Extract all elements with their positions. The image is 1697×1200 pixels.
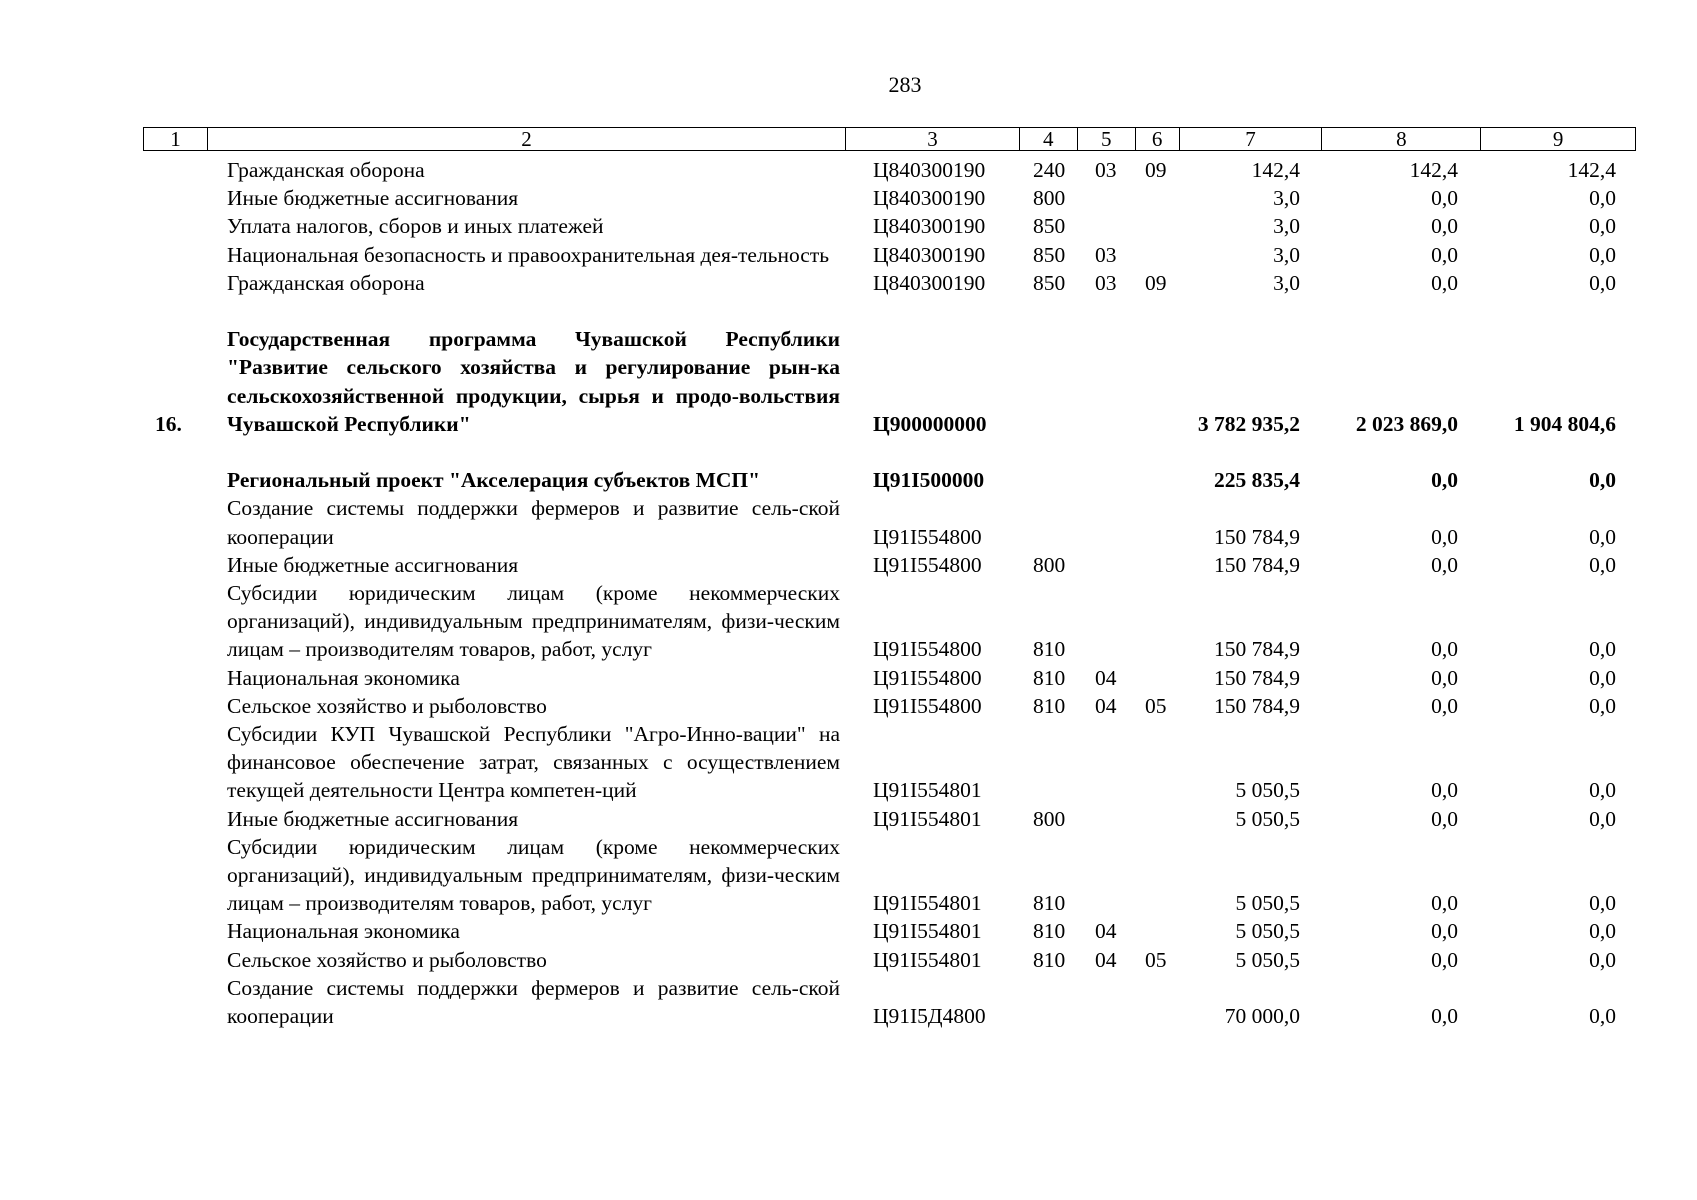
amount-col-9: 142,4 [1567, 158, 1616, 182]
table-row [143, 805, 1636, 833]
amount-col-8: 0,0 [1431, 186, 1458, 211]
section: 04 [1095, 693, 1117, 718]
row-name: Сельское хозяйство и рыболовство [227, 947, 547, 972]
amount-col-8: 142,4 [1409, 158, 1458, 182]
target-article-code: Ц91I554800 [873, 665, 982, 690]
table-row [143, 946, 1636, 974]
expense-type: 850 [1033, 242, 1066, 267]
target-article-code: Ц91I554800 [873, 552, 982, 577]
amount-col-7: 3,0 [1273, 186, 1300, 211]
section: 03 [1095, 270, 1117, 295]
section: 04 [1095, 919, 1117, 944]
row-name: Гражданская оборона [227, 158, 425, 182]
target-article-code: Ц840300190 [873, 242, 986, 267]
row-name: Субсидии КУП Чувашской Республики "Агро-Инно-вации" на финансовое обеспечение затрат, связанных с осуществлением текущей деятельности Центра компетен-ций [227, 722, 840, 803]
table-row [143, 269, 1636, 297]
target-article-code: Ц91I500000 [873, 468, 985, 493]
amount-col-8: 0,0 [1431, 270, 1458, 295]
amount-col-7: 5 050,5 [1235, 806, 1300, 831]
page-number: 283 [888, 72, 922, 97]
amount-col-7: 3 782 935,2 [1197, 411, 1300, 436]
amount-col-8: 0,0 [1431, 242, 1458, 267]
row-name: Субсидии юридическим лицам (кроме некоммерческих организаций), индивидуальным предпринимателям, физи-ческим лицам – производителям товаров, работ, услуг [227, 581, 840, 662]
table-row [143, 579, 1636, 664]
amount-col-7: 150 784,9 [1214, 665, 1300, 690]
amount-col-7: 150 784,9 [1214, 552, 1300, 577]
expense-type: 810 [1033, 919, 1066, 944]
row-name: Уплата налогов, сборов и иных платежей [227, 214, 604, 239]
table-row [143, 156, 1636, 184]
section: 03 [1095, 242, 1117, 267]
table-row [143, 917, 1636, 945]
row-name: Гражданская оборона [227, 270, 425, 295]
subsection: 05 [1145, 693, 1167, 718]
amount-col-7: 3,0 [1273, 214, 1300, 239]
header-col-5: 5 [1078, 128, 1136, 150]
header-col-4: 4 [1020, 128, 1078, 150]
header-col-7: 7 [1180, 128, 1323, 150]
amount-col-7: 5 050,5 [1235, 778, 1300, 803]
amount-col-7: 5 050,5 [1235, 947, 1300, 972]
amount-col-7: 5 050,5 [1235, 891, 1300, 916]
table-header [143, 127, 1636, 151]
row-name: Создание системы поддержки фермеров и развитие сель-ской кооперации [227, 975, 840, 1029]
header-col-3: 3 [846, 128, 1020, 150]
amount-col-8: 0,0 [1431, 1004, 1458, 1029]
amount-col-7: 150 784,9 [1214, 637, 1300, 662]
amount-col-8: 0,0 [1431, 637, 1458, 662]
table-row [143, 212, 1636, 240]
amount-col-8: 0,0 [1431, 524, 1458, 549]
amount-col-9: 0,0 [1589, 552, 1616, 577]
expense-type: 850 [1033, 270, 1066, 295]
target-article-code: Ц91I554800 [873, 637, 982, 662]
amount-col-9: 0,0 [1589, 947, 1616, 972]
target-article-code: Ц91I554801 [873, 778, 982, 803]
row-spacer [143, 438, 1636, 466]
table-body [143, 156, 1636, 1030]
target-article-code: Ц840300190 [873, 214, 986, 239]
header-col-8: 8 [1322, 128, 1481, 150]
row-name: Государственная программа Чувашской Республики "Развитие сельского хозяйства и регулирование рын-ка сельскохозяйственной продукции, сырья и продо-вольствия Чувашской Республики" [227, 327, 840, 436]
amount-col-9: 0,0 [1589, 919, 1616, 944]
amount-col-9: 0,0 [1589, 1004, 1616, 1029]
table-row [143, 720, 1636, 805]
target-article-code: Ц91I554801 [873, 919, 982, 944]
amount-col-7: 150 784,9 [1214, 693, 1300, 718]
table-row [143, 974, 1636, 1030]
target-article-code: Ц91I554800 [873, 693, 982, 718]
expense-type: 800 [1033, 552, 1066, 577]
header-col-2: 2 [208, 128, 846, 150]
section: 04 [1095, 665, 1117, 690]
target-article-code: Ц840300190 [873, 158, 986, 182]
amount-col-8: 0,0 [1431, 214, 1458, 239]
amount-col-8: 0,0 [1431, 552, 1458, 577]
table-row [143, 494, 1636, 550]
section: 04 [1095, 947, 1117, 972]
header-col-9: 9 [1552, 127, 1564, 151]
amount-col-8: 0,0 [1431, 947, 1458, 972]
target-article-code: Ц91I554800 [873, 524, 982, 549]
row-name: Национальная безопасность и правоохранительная дея-тельность [227, 242, 830, 267]
table-row [143, 692, 1636, 720]
amount-col-8: 0,0 [1431, 693, 1458, 718]
table-row [143, 184, 1636, 212]
expense-type: 810 [1033, 947, 1066, 972]
expense-type: 850 [1033, 214, 1066, 239]
target-article-code: Ц91I5Д4800 [873, 1004, 986, 1029]
table-row [143, 833, 1636, 918]
expense-type: 810 [1033, 693, 1066, 718]
section: 03 [1095, 158, 1117, 182]
target-article-code: Ц840300190 [873, 270, 986, 295]
row-name: Создание системы поддержки фермеров и развитие сель-ской кооперации [227, 496, 840, 549]
amount-col-9: 0,0 [1589, 637, 1616, 662]
expense-type: 810 [1033, 637, 1066, 662]
target-article-code: Ц91I554801 [873, 806, 982, 831]
subsection: 09 [1145, 270, 1167, 295]
table-row [143, 551, 1636, 579]
amount-col-7: 225 835,4 [1214, 468, 1300, 493]
expense-type: 800 [1033, 186, 1066, 211]
row-name: Национальная экономика [227, 665, 460, 690]
amount-col-7: 5 050,5 [1235, 919, 1300, 944]
table-row [143, 466, 1636, 494]
amount-col-9: 1 904 804,6 [1513, 411, 1616, 436]
amount-col-9: 0,0 [1589, 665, 1616, 690]
row-number: 16. [155, 411, 182, 436]
row-name: Иные бюджетные ассигнования [227, 552, 519, 577]
amount-col-9: 0,0 [1589, 806, 1616, 831]
header-col-1: 1 [144, 128, 208, 150]
row-name: Сельское хозяйство и рыболовство [227, 693, 547, 718]
subsection: 05 [1145, 947, 1167, 972]
amount-col-9: 0,0 [1589, 891, 1616, 916]
target-article-code: Ц91I554801 [873, 891, 982, 916]
table-row [143, 664, 1636, 692]
amount-col-7: 142,4 [1251, 158, 1300, 182]
row-name: Иные бюджетные ассигнования [227, 806, 519, 831]
amount-col-8: 0,0 [1431, 468, 1458, 493]
amount-col-8: 0,0 [1431, 806, 1458, 831]
amount-col-9: 0,0 [1589, 693, 1616, 718]
amount-col-9: 0,0 [1589, 214, 1616, 239]
amount-col-9: 0,0 [1589, 468, 1616, 493]
amount-col-8: 0,0 [1431, 665, 1458, 690]
row-name: Субсидии юридическим лицам (кроме некоммерческих организаций), индивидуальным предпринимателям, физи-ческим лицам – производителям товаров, работ, услуг [227, 834, 840, 916]
amount-col-9: 0,0 [1589, 186, 1616, 211]
amount-col-7: 150 784,9 [1214, 524, 1300, 549]
table-row [143, 325, 1636, 438]
amount-col-8: 0,0 [1431, 778, 1458, 803]
row-name: Национальная экономика [227, 919, 460, 944]
amount-col-7: 70 000,0 [1224, 1004, 1300, 1029]
target-article-code: Ц91I554801 [873, 947, 982, 972]
subsection: 09 [1145, 158, 1167, 182]
row-name: Иные бюджетные ассигнования [227, 186, 519, 211]
target-article-code: Ц840300190 [873, 186, 986, 211]
amount-col-8: 0,0 [1431, 891, 1458, 916]
header-col-6: 6 [1136, 128, 1180, 150]
row-spacer [143, 297, 1636, 325]
amount-col-9: 0,0 [1589, 524, 1616, 549]
amount-col-9: 0,0 [1589, 242, 1616, 267]
expense-type: 800 [1033, 806, 1066, 831]
target-article-code: Ц900000000 [873, 411, 987, 436]
row-name: Региональный проект "Акселерация субъектов МСП" [227, 468, 761, 493]
expense-type: 810 [1033, 891, 1066, 916]
amount-col-9: 0,0 [1589, 778, 1616, 803]
table-row [143, 241, 1636, 269]
expense-type: 810 [1033, 665, 1066, 690]
amount-col-9: 0,0 [1589, 270, 1616, 295]
amount-col-7: 3,0 [1273, 270, 1300, 295]
amount-col-8: 2 023 869,0 [1355, 411, 1458, 436]
amount-col-7: 3,0 [1273, 242, 1300, 267]
expense-type: 240 [1033, 158, 1066, 182]
amount-col-8: 0,0 [1431, 919, 1458, 944]
